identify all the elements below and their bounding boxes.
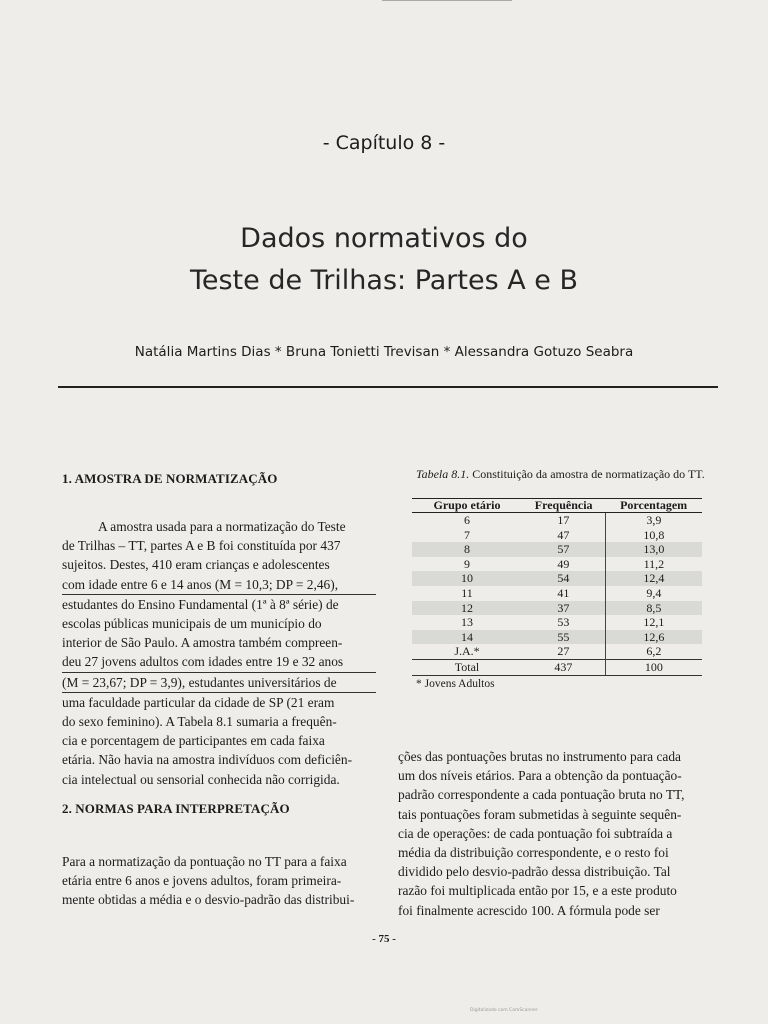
section-1-body [62,517,376,789]
cell-percentage: 3,9 [646,513,662,527]
table-row [412,542,702,557]
body-line: A amostra usada para a normatização do Teste [98,519,346,534]
table-row [412,586,702,601]
body-line: Para a normatização da pontuação no TT para a faixa [62,854,347,869]
cell-age: 8 [412,542,522,557]
cell-age: 13 [461,615,473,630]
body-line: foi finalmente acrescido 100. A fórmula pode ser [398,902,660,918]
cell-total-percentage: 100 [605,659,702,675]
body-line: deu 27 jovens adultos com idades entre 19 e 32 anos [62,652,376,672]
chapter-title [0,218,768,302]
cell-total-frequency: 437 [522,659,605,675]
authors: Natália Martins Dias * Bruna Tonietti Trevisan * Alessandra Gotuzo Seabra [134,344,634,360]
table-row [412,557,702,572]
body-line: cia de operações: de cada pontuação foi subtraída a [398,825,673,841]
table-row [412,615,702,630]
table-footnote: * Jovens Adultos [416,678,495,690]
table-row [412,513,702,528]
cell-age: 6 [464,513,470,527]
cell-percentage: 12,1 [643,615,665,630]
table-row [412,601,702,616]
body-line: de Trilhas – TT, partes A e B foi constituída por 437 [62,538,341,554]
cell-percentage: 13,0 [605,542,702,557]
right-column-body [398,747,714,920]
body-line: tais pontuações foram submetidas à seguinte sequên- [398,806,682,822]
cell-percentage: 8,5 [605,601,702,616]
scanner-watermark: Digitalizado com CamScanner [470,1008,538,1013]
section-1-heading: 1. AMOSTRA DE NORMATIZAÇÃO [62,471,278,486]
cell-frequency: 27 [522,644,605,659]
table-header-row [412,499,702,513]
cell-frequency: 49 [522,557,605,572]
table-caption [416,467,716,481]
body-line: com idade entre 6 e 14 anos (M = 10,3; DP = 2,46), [62,575,376,595]
cell-age: 7 [464,527,470,542]
cell-total-label: Total [412,659,522,675]
body-line: interior de São Paulo. A amostra também compreen- [62,635,343,651]
cell-frequency: 53 [522,615,605,630]
body-line: cia intelectual ou sensorial conhecida não corrigida. [62,771,340,787]
body-line: padrão correspondente a cada pontuação bruta no TT, [398,787,685,803]
cell-frequency: 55 [522,630,605,645]
body-line: razão foi multiplicada então por 15, e a este produto [398,883,677,899]
cell-frequency: 54 [522,571,605,586]
chapter-title-line-1: Dados normativos do [240,223,528,254]
body-line: escolas públicas municipais de um município do [62,616,322,632]
chapter-title-line-2: Teste de Trilhas: Partes A e B [189,265,579,296]
cell-percentage: 6,2 [646,644,662,659]
section-2-body [62,852,378,910]
cell-age: 10 [412,571,522,586]
cell-age: J.A.* [454,644,480,659]
cell-percentage: 12,4 [605,571,702,586]
header-divider [58,386,718,388]
scan-edge-line [382,0,512,1]
cell-percentage: 12,6 [605,630,702,645]
table-row [412,528,702,543]
cell-age: 9 [464,556,470,571]
header-frequency: Frequência [522,499,605,513]
body-line: uma faculdade particular da cidade de SP (21 eram [62,694,335,710]
cell-frequency: 47 [522,528,605,543]
body-line: (M = 23,67; DP = 3,9), estudantes universitários de [62,673,376,693]
cell-frequency: 37 [522,601,605,616]
cell-percentage: 10,8 [643,527,665,542]
table-row [412,571,702,586]
body-line: sujeitos. Destes, 410 eram crianças e adolescentes [62,557,330,573]
cell-percentage: 9,4 [646,585,662,600]
cell-age: 11 [461,585,473,600]
section-2-heading: 2. NORMAS PARA INTERPRETAÇÃO [62,801,290,816]
body-line: dividido pelo desvio-padrão dessa distribuição. Tal [398,864,671,880]
table-total-row [412,659,702,675]
table-caption-label: Tabela 8.1. [416,467,470,481]
body-line: cia e porcentagem de participantes em cada faixa [62,733,325,749]
body-line: mente obtidas a média e o desvio-padrão das distribui- [62,892,355,908]
table-row [412,630,702,645]
cell-frequency: 57 [522,542,605,557]
chapter-label: - Capítulo 8 - [322,132,446,154]
header-age-group: Grupo etário [412,499,522,513]
cell-frequency: 41 [522,586,605,601]
body-line: do sexo feminino). A Tabela 8.1 sumaria a frequên- [62,714,337,730]
body-line: etária. Não havia na amostra indivíduos com deficiên- [62,752,353,768]
page-number: - 75 - [372,933,396,945]
body-line: um dos níveis etários. Para a obtenção da pontuação- [398,768,682,784]
cell-age: 14 [412,630,522,645]
body-line: ções das pontuações brutas no instrumento para cada [398,749,681,764]
body-line: estudantes do Ensino Fundamental (1ª à 8ª série) de [62,596,339,612]
table-row [412,644,702,659]
body-line: etária entre 6 anos e jovens adultos, foram primeira- [62,873,342,889]
cell-age: 12 [412,601,522,616]
header-percentage: Porcentagem [605,499,702,513]
cell-percentage: 11,2 [643,556,665,571]
cell-frequency: 17 [522,513,605,528]
normative-sample-table [412,498,702,676]
table-caption-text: Constituição da amostra de normatização do TT. [469,467,705,481]
body-line: média da distribuição correspondente, e o resto foi [398,845,669,861]
